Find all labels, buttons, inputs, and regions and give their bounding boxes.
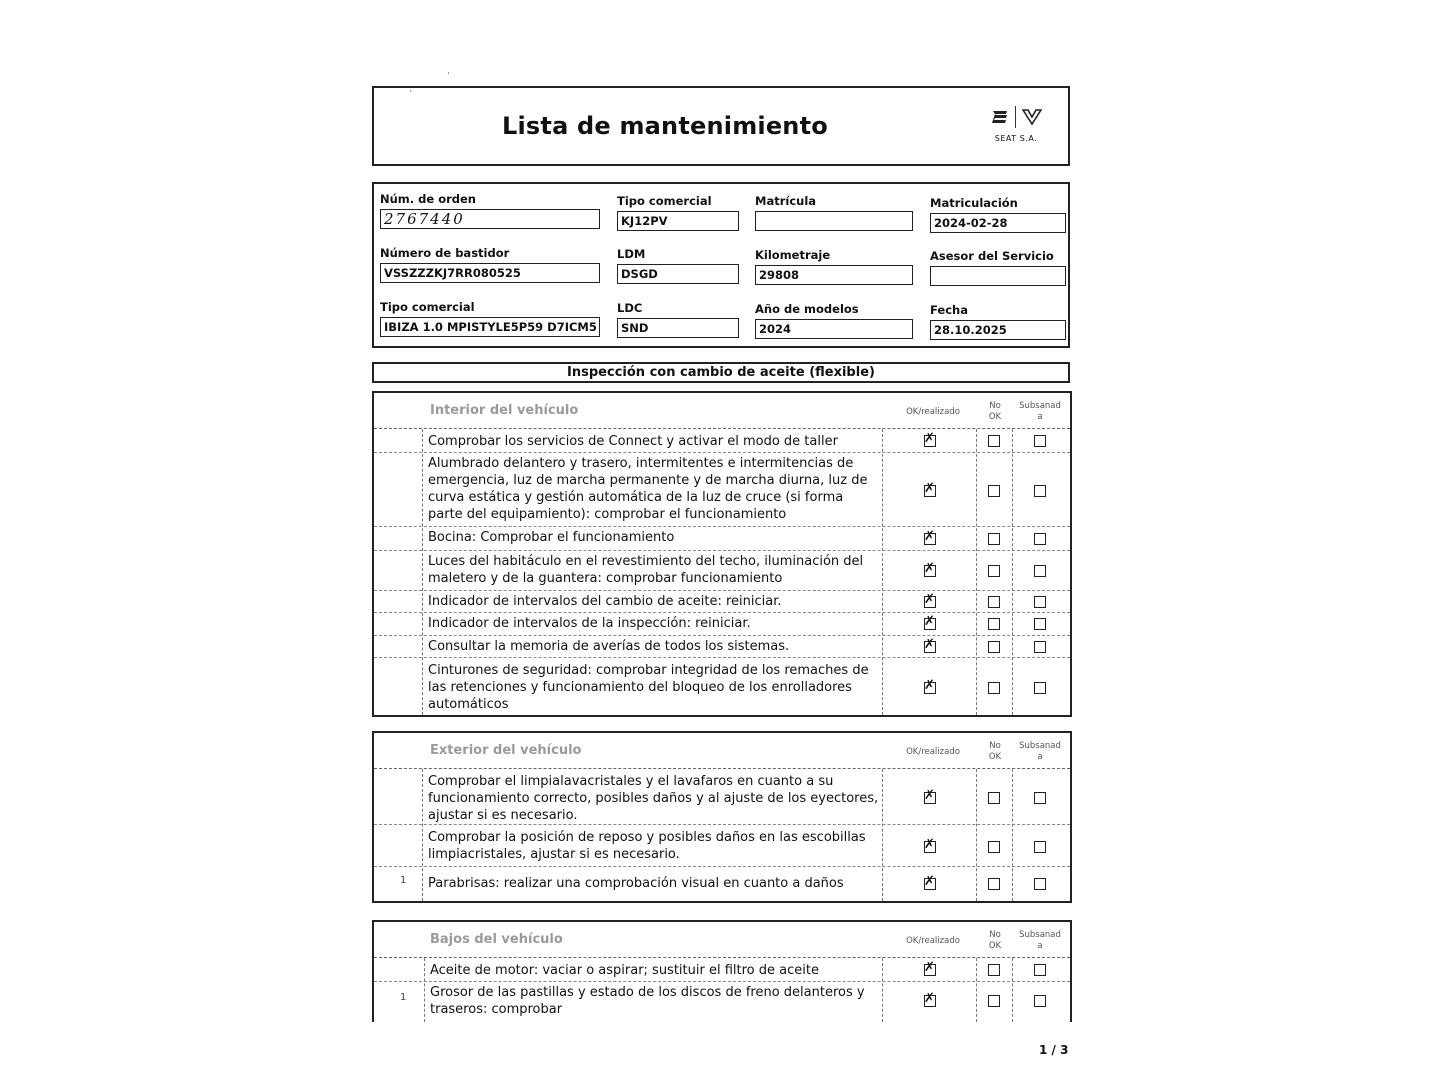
- ok-checkbox[interactable]: [924, 678, 936, 694]
- scan-speck: ˙: [408, 90, 413, 101]
- ok-checkbox[interactable]: [924, 614, 936, 630]
- field-commercial-type-full: [380, 300, 600, 337]
- field-model-year: [755, 302, 913, 339]
- check-mark: ✗: [924, 874, 935, 889]
- column-ok: OK/realizado: [906, 407, 960, 417]
- plate-input[interactable]: [755, 211, 913, 231]
- logo-separator: [1015, 106, 1016, 128]
- scan-speck: ˙: [446, 72, 451, 83]
- column-label: No: [989, 401, 1001, 411]
- check-mark: ✗: [924, 592, 935, 607]
- field-label: LDM: [617, 247, 646, 261]
- not-ok-checkbox[interactable]: [988, 485, 1000, 497]
- field-label: Núm. de orden: [380, 192, 476, 206]
- ok-checkbox[interactable]: [924, 874, 936, 890]
- document-title: Lista de mantenimiento: [502, 112, 828, 140]
- fixed-checkbox[interactable]: [1034, 841, 1046, 853]
- table-row: [374, 636, 1070, 658]
- table-row: [374, 825, 1070, 867]
- not-ok-checkbox[interactable]: [988, 565, 1000, 577]
- row-text: Cinturones de seguridad: comprobar integridad de los remaches de las retenciones y funcionamiento del bloqueo de los enrolladores automáticos: [428, 663, 869, 712]
- fixed-checkbox[interactable]: [1034, 485, 1046, 497]
- table-header: [374, 733, 1070, 769]
- row-text: Indicador de intervalos del cambio de aceite: reiniciar.: [428, 594, 782, 609]
- field-order-number: [380, 192, 600, 229]
- not-ok-checkbox[interactable]: [988, 533, 1000, 545]
- not-ok-checkbox[interactable]: [988, 792, 1000, 804]
- table-row: [374, 527, 1070, 551]
- mileage-input[interactable]: 29808: [755, 265, 913, 285]
- not-ok-checkbox[interactable]: [988, 964, 1000, 976]
- ok-checkbox[interactable]: [924, 529, 936, 545]
- column-ok: OK/realizado: [906, 747, 960, 757]
- column-label: No: [989, 930, 1001, 940]
- table-header: [374, 922, 1070, 958]
- field-label: Kilometraje: [755, 248, 831, 262]
- underbody-checklist: [372, 920, 1072, 1022]
- fixed-checkbox[interactable]: [1034, 878, 1046, 890]
- column-label: OK: [988, 941, 1002, 951]
- column-not-ok: [978, 401, 1012, 423]
- ok-checkbox[interactable]: [924, 960, 936, 976]
- not-ok-checkbox[interactable]: [988, 995, 1000, 1007]
- field-registration-date: [930, 196, 1066, 233]
- not-ok-checkbox[interactable]: [988, 841, 1000, 853]
- row-side-mark: 1: [400, 875, 407, 886]
- row-text: Aceite de motor: vaciar o aspirar; sustituir el filtro de aceite: [430, 963, 819, 978]
- column-fixed: [1014, 401, 1066, 423]
- row-text: Comprobar los servicios de Connect y activar el modo de taller: [428, 434, 838, 449]
- field-label: LDC: [617, 301, 643, 315]
- model-year-input[interactable]: 2024: [755, 319, 913, 339]
- field-mileage: [755, 248, 913, 285]
- check-mark: ✗: [924, 788, 935, 803]
- field-service-advisor: [930, 249, 1066, 286]
- table-row: [374, 867, 1070, 901]
- commercial-type-full-input[interactable]: IBIZA 1.0 MPISTYLE5P59 D7ICM5: [380, 317, 600, 337]
- field-label: Asesor del Servicio: [930, 249, 1054, 263]
- field-label: Año de modelos: [755, 302, 859, 316]
- exterior-checklist: [372, 731, 1072, 903]
- column-not-ok: [978, 930, 1012, 952]
- ok-checkbox[interactable]: [924, 637, 936, 653]
- table-row: [374, 591, 1070, 613]
- field-commercial-type: [617, 194, 739, 231]
- check-mark: ✗: [924, 960, 935, 975]
- ok-checkbox[interactable]: [924, 837, 936, 853]
- field-label: Tipo comercial: [380, 300, 475, 314]
- table-row: [374, 658, 1070, 716]
- commercial-type-input[interactable]: KJ12PV: [617, 211, 739, 231]
- row-text: Alumbrado delantero y trasero, intermitentes e intermitencias de emergencia, luz de marcha permanente y de marcha diurna, luz de curva estática y gestión automática de la luz de cruce (si forma parte del equipamiento): comprobar el funcionamiento: [428, 456, 868, 522]
- ok-checkbox[interactable]: [924, 431, 936, 447]
- ok-checkbox[interactable]: [924, 788, 936, 804]
- not-ok-checkbox[interactable]: [988, 618, 1000, 630]
- field-plate: [755, 194, 913, 231]
- table-title: Bajos del vehículo: [430, 932, 563, 947]
- column-label: Subsanad: [1019, 930, 1061, 940]
- check-mark: ✗: [924, 991, 935, 1006]
- interior-checklist: [372, 391, 1072, 717]
- vin-input[interactable]: VSSZZZKJ7RR080525: [380, 263, 600, 283]
- field-ldc: [617, 301, 739, 338]
- fixed-checkbox[interactable]: [1034, 618, 1046, 630]
- column-fixed: [1014, 741, 1066, 763]
- field-date: [930, 303, 1066, 340]
- field-ldm: [617, 247, 739, 284]
- column-ok: OK/realizado: [906, 936, 960, 946]
- fixed-checkbox[interactable]: [1034, 995, 1046, 1007]
- column-not-ok: [978, 741, 1012, 763]
- check-mark: ✗: [924, 431, 935, 446]
- seat-logo-icon: [991, 109, 1009, 125]
- brand-name: SEAT S.A.: [994, 134, 1038, 143]
- check-mark: ✗: [924, 614, 935, 629]
- not-ok-checkbox[interactable]: [988, 596, 1000, 608]
- field-label: Número de bastidor: [380, 246, 510, 260]
- column-label: a: [1037, 941, 1043, 951]
- fixed-checkbox[interactable]: [1034, 533, 1046, 545]
- check-mark: ✗: [924, 529, 935, 544]
- row-side-mark: 1: [400, 992, 407, 1003]
- field-label: Tipo comercial: [617, 194, 712, 208]
- ok-checkbox[interactable]: [924, 481, 936, 497]
- field-label: Matrícula: [755, 194, 817, 208]
- table-row: [374, 613, 1070, 636]
- row-text: Indicador de intervalos de la inspección: reiniciar.: [428, 616, 751, 631]
- not-ok-checkbox[interactable]: [988, 641, 1000, 653]
- section-title: Inspección con cambio de aceite (flexible): [372, 362, 1070, 383]
- row-text: Comprobar el limpialavacristales y el lavafaros en cuanto a su funcionamiento correcto, posibles daños y al ajuste de los eyectores, ajustar si es necesario.: [428, 774, 879, 823]
- column-label: OK: [988, 752, 1002, 762]
- field-vin: [380, 246, 600, 283]
- check-mark: ✗: [924, 837, 935, 852]
- table-row: [374, 982, 1070, 1022]
- ldc-input[interactable]: SND: [617, 318, 739, 338]
- table-row: [374, 453, 1070, 527]
- table-row: [374, 958, 1070, 982]
- fixed-checkbox[interactable]: [1034, 435, 1046, 447]
- fixed-checkbox[interactable]: [1034, 641, 1046, 653]
- not-ok-checkbox[interactable]: [988, 435, 1000, 447]
- row-text: Parabrisas: realizar una comprobación visual en cuanto a daños: [428, 876, 844, 891]
- table-title: Interior del vehículo: [430, 403, 579, 418]
- field-label: Fecha: [930, 303, 968, 317]
- ok-checkbox[interactable]: [924, 991, 936, 1007]
- check-mark: ✗: [924, 678, 935, 693]
- column-label: a: [1037, 412, 1043, 422]
- field-label: Matriculación: [930, 196, 1018, 210]
- column-fixed: [1014, 930, 1066, 952]
- table-title: Exterior del vehículo: [430, 743, 582, 758]
- registration-date-input[interactable]: 2024-02-28: [930, 213, 1066, 233]
- ldm-input[interactable]: DSGD: [617, 264, 739, 284]
- table-row: [374, 769, 1070, 825]
- column-label: No: [989, 741, 1001, 751]
- document-header: [372, 86, 1070, 166]
- seat-cupra-logo: [986, 106, 1046, 143]
- row-text: Luces del habitáculo en el revestimiento del techo, iluminación del maletero y de la guantera: comprobar funcionamiento: [428, 554, 864, 586]
- fixed-checkbox[interactable]: [1034, 792, 1046, 804]
- ok-checkbox[interactable]: [924, 561, 936, 577]
- table-row: [374, 551, 1070, 591]
- table-header: [374, 393, 1070, 429]
- fixed-checkbox[interactable]: [1034, 596, 1046, 608]
- row-text: Bocina: Comprobar el funcionamiento: [428, 530, 675, 545]
- not-ok-checkbox[interactable]: [988, 682, 1000, 694]
- table-row: [374, 429, 1070, 453]
- row-text: Consultar la memoria de averías de todos los sistemas.: [428, 639, 790, 654]
- ok-checkbox[interactable]: [924, 592, 936, 608]
- fixed-checkbox[interactable]: [1034, 565, 1046, 577]
- column-label: a: [1037, 752, 1043, 762]
- vehicle-info-box: [372, 182, 1070, 348]
- cupra-logo-icon: [1022, 108, 1042, 126]
- fixed-checkbox[interactable]: [1034, 964, 1046, 976]
- row-text: Comprobar la posición de reposo y posibles daños en las escobillas limpiacristales, ajustar si es necesario.: [428, 830, 866, 862]
- column-label: OK: [988, 412, 1002, 422]
- page-indicator: 1 / 3: [1039, 1043, 1069, 1057]
- date-input[interactable]: 28.10.2025: [930, 320, 1066, 340]
- fixed-checkbox[interactable]: [1034, 682, 1046, 694]
- column-label: Subsanad: [1019, 401, 1061, 411]
- order-number-input[interactable]: 2767440: [380, 209, 600, 229]
- check-mark: ✗: [924, 481, 935, 496]
- row-text: Grosor de las pastillas y estado de los discos de freno delanteros y traseros: comprobar: [430, 985, 865, 1017]
- check-mark: ✗: [924, 561, 935, 576]
- column-label: Subsanad: [1019, 741, 1061, 751]
- check-mark: ✗: [924, 637, 935, 652]
- not-ok-checkbox[interactable]: [988, 878, 1000, 890]
- service-advisor-input[interactable]: [930, 266, 1066, 286]
